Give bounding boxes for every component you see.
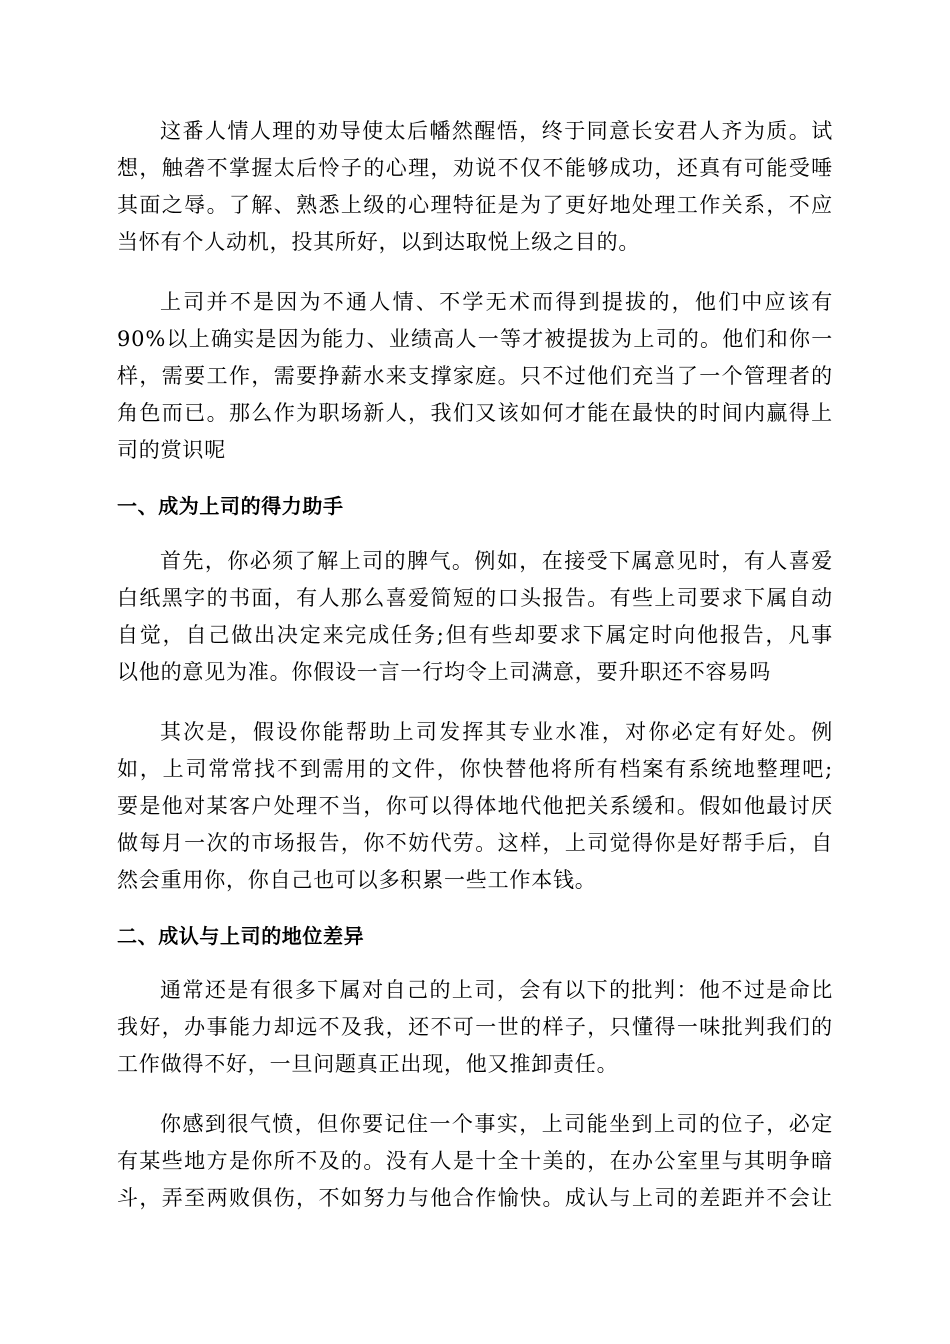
section-1-paragraph-1-line-2: 白纸黑字的书面，有人那么喜爱简短的口头报告。有些上司要求下属自动 <box>117 586 833 610</box>
paragraph-1-line-1: 这番人情人理的劝导使太后幡然醒悟，终于同意长安君人齐为质。试 <box>160 119 833 143</box>
section-2-paragraph-1-line-1: 通常还是有很多下属对自己的上司，会有以下的批判：他不过是命比 <box>160 978 833 1002</box>
section-heading-1: 一、成为上司的得力助手 <box>117 494 344 518</box>
paragraph-2-line-4: 角色而已。那么作为职场新人，我们又该如何才能在最快的时间内赢得上 <box>117 401 833 425</box>
section-1-paragraph-1-line-1: 首先，你必须了解上司的脾气。例如，在接受下属意见时，有人喜爱 <box>160 549 833 573</box>
section-1-paragraph-2-line-5: 然会重用你，你自己也可以多积累一些工作本钱。 <box>117 868 597 892</box>
section-heading-2: 二、成认与上司的地位差异 <box>117 924 365 948</box>
section-1-paragraph-2-line-3: 要是他对某客户处理不当，你可以得体地代他把关系缓和。假如他最讨厌 <box>117 794 833 818</box>
section-2-paragraph-2-line-1: 你感到很气愤，但你要记住一个事实，上司能坐到上司的位子，必定 <box>160 1112 833 1136</box>
section-1-paragraph-1-line-4: 以他的意见为准。你假设一言一行均令上司满意，要升职还不容易吗 <box>117 660 771 684</box>
paragraph-1-line-3: 其面之辱。了解、熟悉上级的心理特征是为了更好地处理工作关系，不应 <box>117 193 833 217</box>
paragraph-2-line-3: 样，需要工作，需要挣薪水来支撑家庭。只不过他们充当了一个管理者的 <box>117 364 833 388</box>
paragraph-2-line-1: 上司并不是因为不通人情、不学无术而得到提拔的，他们中应该有 <box>160 290 833 314</box>
section-2-paragraph-1-line-3: 工作做得不好，一旦问题真正出现，他又推卸责任。 <box>117 1052 619 1076</box>
paragraph-2-line-2: 90%以上确实是因为能力、业绩高人一等才被提拔为上司的。他们和你一 <box>117 327 833 351</box>
paragraph-1-line-2: 想，触砻不掌握太后怜子的心理，劝说不仅不能够成功，还真有可能受唾 <box>117 156 833 180</box>
section-1-paragraph-2-line-2: 如，上司常常找不到需用的文件，你快替他将所有档案有系统地整理吧; <box>117 757 833 781</box>
section-1-paragraph-2-line-1: 其次是，假设你能帮助上司发挥其专业水准，对你必定有好处。例 <box>160 720 833 744</box>
section-2-paragraph-2-line-3: 斗，弄至两败俱伤，不如努力与他合作愉快。成认与上司的差距并不会让 <box>117 1186 833 1210</box>
section-2-paragraph-1-line-2: 我好，办事能力却远不及我，还不可一世的样子，只懂得一味批判我们的 <box>117 1015 833 1039</box>
paragraph-2-line-5: 司的赏识呢 <box>117 438 226 462</box>
paragraph-1-line-4: 当怀有个人动机，投其所好，以到达取悦上级之目的。 <box>117 230 641 254</box>
section-2-paragraph-2-line-2: 有某些地方是你所不及的。没有人是十全十美的，在办公室里与其明争暗 <box>117 1149 833 1173</box>
section-1-paragraph-2-line-4: 做每月一次的市场报告，你不妨代劳。这样，上司觉得你是好帮手后，自 <box>117 831 833 855</box>
section-1-paragraph-1-line-3: 自觉，自己做出决定来完成任务;但有些却要求下属定时向他报告，凡事 <box>117 623 833 647</box>
